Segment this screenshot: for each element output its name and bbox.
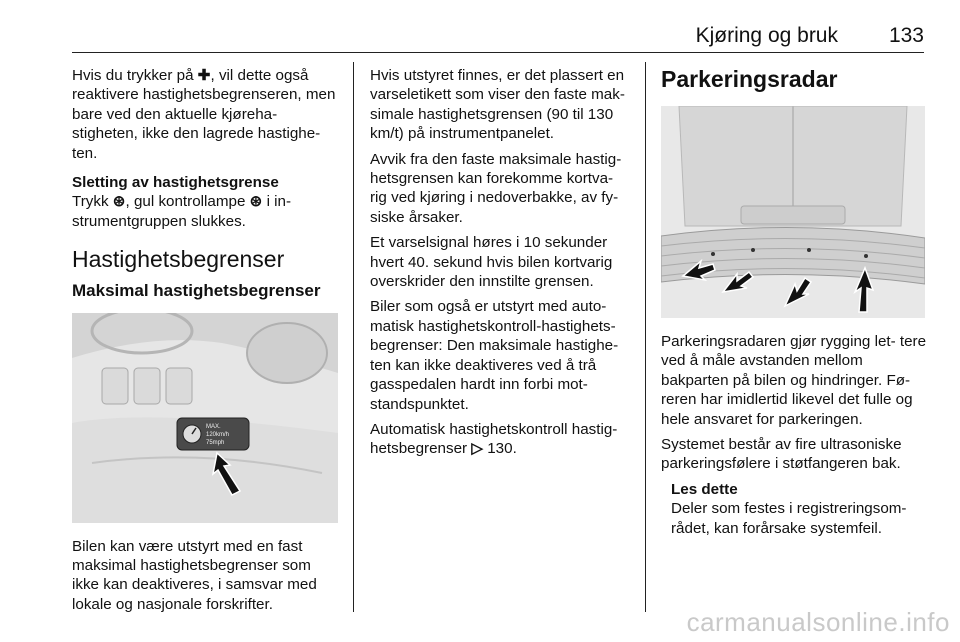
column-divider-2 [645, 62, 646, 612]
plate-line: 75mph [206, 439, 225, 446]
paragraph: Bilen kan være utstyrt med en fast maksimal hastighetsbegrenser som ikke kan deaktiveres, i samsvar med lokale og nasjonale forskrifter. [72, 537, 317, 613]
paragraph: Systemet består av fire ultrasoniske parkeringsfølere i støtfangeren bak. [661, 436, 902, 473]
page-reference-icon: ▷ [471, 440, 484, 458]
note-title: Les dette [671, 480, 738, 498]
section-heading: Hastighetsbegrenser [72, 246, 285, 273]
page-number: 133 [888, 24, 924, 47]
column-2 [370, 66, 632, 465]
header-rule [72, 52, 924, 53]
paragraph: Avvik fra den faste maksimale hastig- hetsgrensen kan forekomme kortva- rig ved kjøring i nedoverbakke, av fy- siske årsaker. [370, 150, 622, 226]
subheading: Sletting av hastighetsgrense [72, 174, 279, 192]
column-3 [661, 66, 927, 538]
paragraph: Parkeringsradaren gjør rygging let- tere ved å måle avstanden mellom bakparten på bilen og hindringer. Fø- reren har imidlertid likevel det fulle og hele ansvaret for parkeringen. [661, 333, 927, 428]
page-header [72, 20, 924, 50]
speed-limiter-icon: ⊛ [112, 193, 126, 211]
note-box [671, 480, 927, 538]
paragraph: Trykk ⊛, gul kontrollampe ⊛ i in- strumentgruppen slukkes. [72, 193, 292, 230]
watermark: carmanualsonline.info [686, 607, 950, 637]
column-divider-1 [353, 62, 354, 612]
subsection-heading: Maksimal hastighetsbegrenser [72, 281, 321, 301]
rear-bumper-drawing [661, 106, 925, 318]
paragraph: Automatisk hastighetskontroll hastig- hetsbegrenser ▷ 130. [370, 420, 618, 458]
section-title: Kjøring og bruk [695, 24, 838, 47]
speed-limiter-lamp-icon: ⊛ [249, 193, 263, 211]
plus-icon: ✚ [197, 67, 211, 84]
dashboard-drawing [72, 313, 338, 523]
rear-bumper-illustration [661, 106, 925, 318]
plate-line: MAX. [206, 423, 221, 430]
paragraph: Et varselsignal høres i 10 sekunder hvert 40. sekund hvis bilen kortvarig overskrider den innstilte grensen. [370, 234, 613, 291]
column-1 [72, 66, 342, 620]
dashboard-illustration [72, 313, 338, 523]
paragraph: Hvis utstyret finnes, er det plassert en varseletikett som viser den faste mak- simale hastighetsgrensen (90 til 130 km/t) på instrumentpanelet. [370, 67, 625, 143]
note-text: Deler som festes i registreringsom- rådet, kan forårsake systemfeil. [671, 500, 907, 537]
paragraph: Hvis du trykker på ✚, vil dette også reaktivere hastighetsbegrenseren, men bare ved den aktuelle kjøreha- stigheten, ikke den lagrede hastighe- ten. [72, 67, 336, 162]
paragraph: Biler som også er utstyrt med auto- matisk hastighetskontroll-hastighets- begrenser: Den maksimale hastighe- ten kan ikke deaktiveres ved å trå gasspedalen hardt inn forbi mot- standspunktet. [370, 298, 619, 413]
plate-line: 120km/h [206, 431, 230, 438]
section-heading: Parkeringsradar [661, 66, 838, 92]
